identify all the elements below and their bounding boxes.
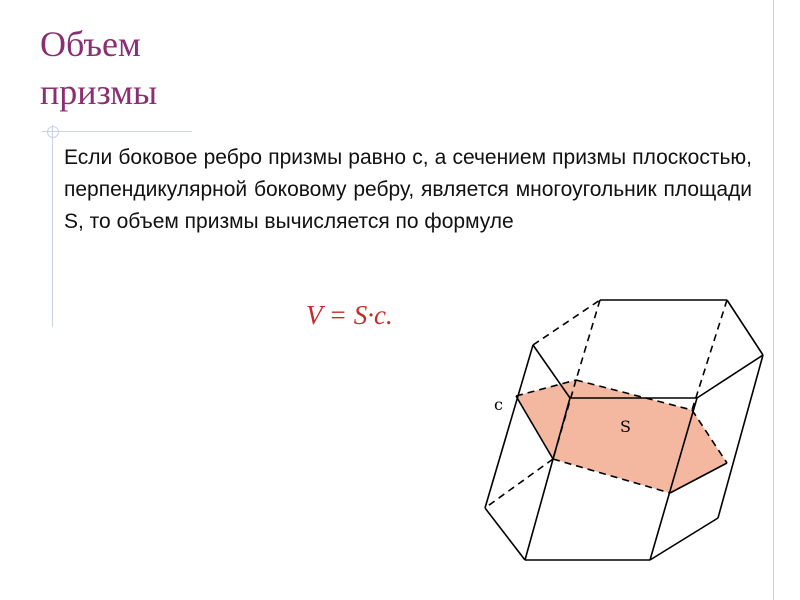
decor-vertical-line-left bbox=[52, 125, 53, 327]
section-label-s: S bbox=[620, 417, 631, 436]
slide-title-line-2: призмы bbox=[40, 72, 158, 112]
slide-title-line-1: Объем bbox=[40, 24, 141, 64]
prism-figure bbox=[470, 290, 770, 570]
body-text: Если боковое ребро призмы равно c, а сечением призмы плоскостью, перпендикулярной боковому ребру, является многоугольник площади S, то объем призмы вычисляется по формуле bbox=[64, 146, 752, 233]
slide-title bbox=[40, 20, 157, 116]
decor-horizontal-line bbox=[42, 131, 192, 132]
edge-label-c: c bbox=[494, 395, 503, 414]
decor-vertical-line-right bbox=[773, 0, 774, 600]
volume-formula: V = S·c. bbox=[306, 300, 393, 330]
decor-circle-icon bbox=[47, 126, 59, 138]
